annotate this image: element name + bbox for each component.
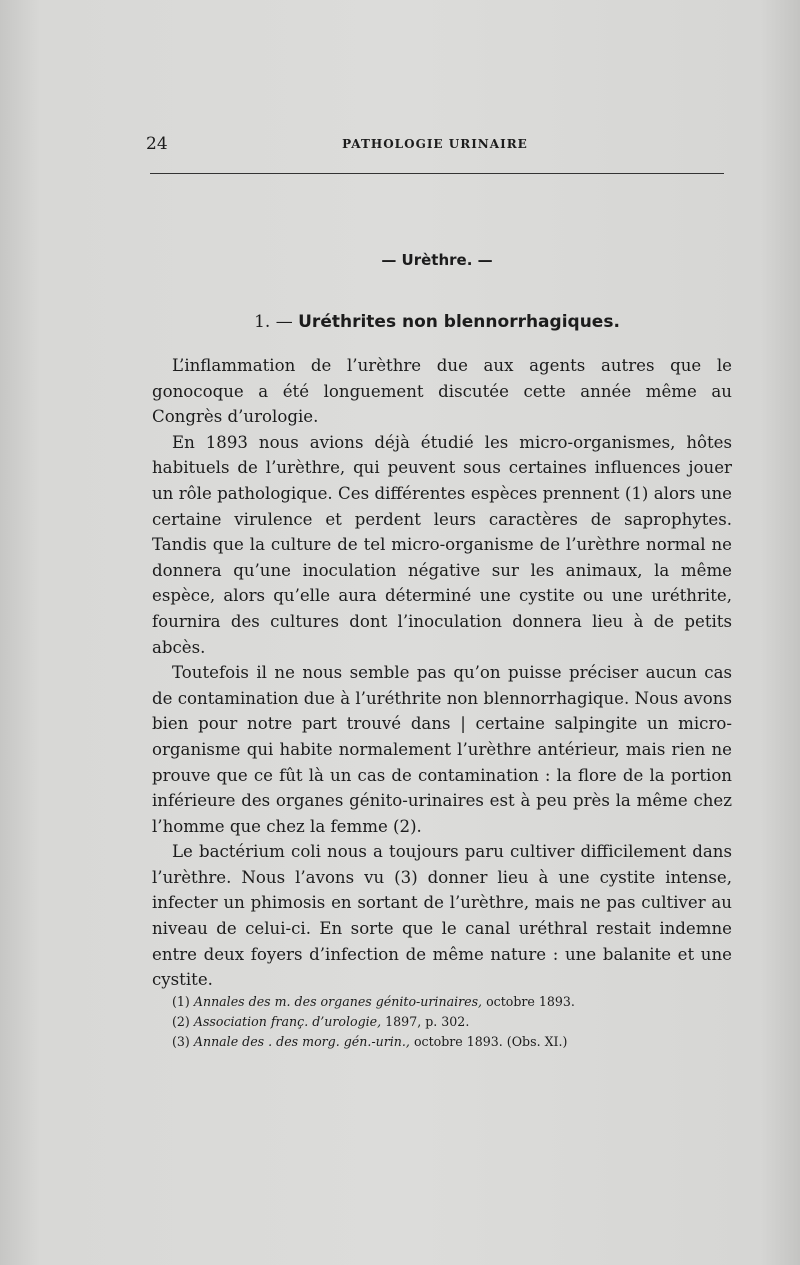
section-title: — Urèthre. —	[381, 251, 493, 269]
footnotes	[172, 992, 732, 1052]
subsection-heading: Uréthrites non blennorrhagiques.	[298, 312, 620, 332]
footnote-mark: (1)	[172, 994, 190, 1009]
paragraph-1: L’inflammation de l’urèthre due aux agents autres que le gonocoque a été longuement discutée cette année même au Congrès d’urologie.	[152, 356, 732, 427]
page-number: 24	[146, 134, 168, 154]
body-text	[152, 353, 732, 993]
footnote-reference: Annales des m. des organes génito-urinaires,	[193, 994, 483, 1009]
footnote-reference: Annale des . des morg. gén.-urin.,	[193, 1034, 410, 1049]
footnote-mark: (3)	[172, 1034, 190, 1049]
footnote-1	[172, 992, 732, 1012]
footnote-reference: Association franç. d’urologie,	[193, 1014, 382, 1029]
subsection-title	[150, 312, 724, 332]
paragraph-2: En 1893 nous avions déjà étudié les micro-organismes, hôtes habituels de l’urèthre, qui peuvent sous certaines influences jouer un rôle pathologique. Ces différentes espèces prennent (1) alors une certaine virulence et perdent leurs caractères de saprophytes. Tandis que la culture de tel micro-organisme de l’urèthre normal ne donnera qu’une inoculation négative sur les animaux, la même espèce, alors qu’elle aura déterminé une cystite ou une uréthrite, fournira des cultures dont l’inoculation donnera lieu à de petits abcès.	[152, 432, 732, 657]
footnote-mark: (2)	[172, 1014, 190, 1029]
paragraph-3: Toutefois il ne nous semble pas qu’on puisse préciser aucun cas de contamination due à l’uréthrite non blennorrhagique. Nous avons bien pour notre part trouvé dans | certaine salpingite un micro-organisme qui habite normalement l’urèthre antérieur, mais rien ne prouve que ce fût là un cas de contamination : la flore de la portion inférieure des organes génito-urinaires est à peu près la même chez l’homme que chez la femme (2).	[152, 663, 733, 836]
footnote-3	[172, 1032, 732, 1052]
footnote-2	[172, 1012, 732, 1032]
paragraph-4: Le bactérium coli nous a toujours paru cultiver difficilement dans l’urèthre. Nous l’avons vu (3) donner lieu à une cystite intense, infecter un phimosis en sortant de l’urèthre, mais ne pas cultiver au niveau de celui-ci. En sorte que le canal uréthral restait indemne entre deux foyers d’infection de même nature : une balanite et une cystite.	[152, 842, 732, 990]
footnote-detail: 1897, p. 302.	[385, 1014, 470, 1029]
running-head	[146, 134, 724, 156]
running-title: PATHOLOGIE URINAIRE	[342, 137, 528, 151]
header-rule	[150, 173, 724, 174]
footnote-detail: octobre 1893.	[486, 994, 575, 1009]
footnote-detail: octobre 1893. (Obs. XI.)	[413, 1034, 568, 1049]
subsection-number: 1. —	[254, 312, 293, 332]
